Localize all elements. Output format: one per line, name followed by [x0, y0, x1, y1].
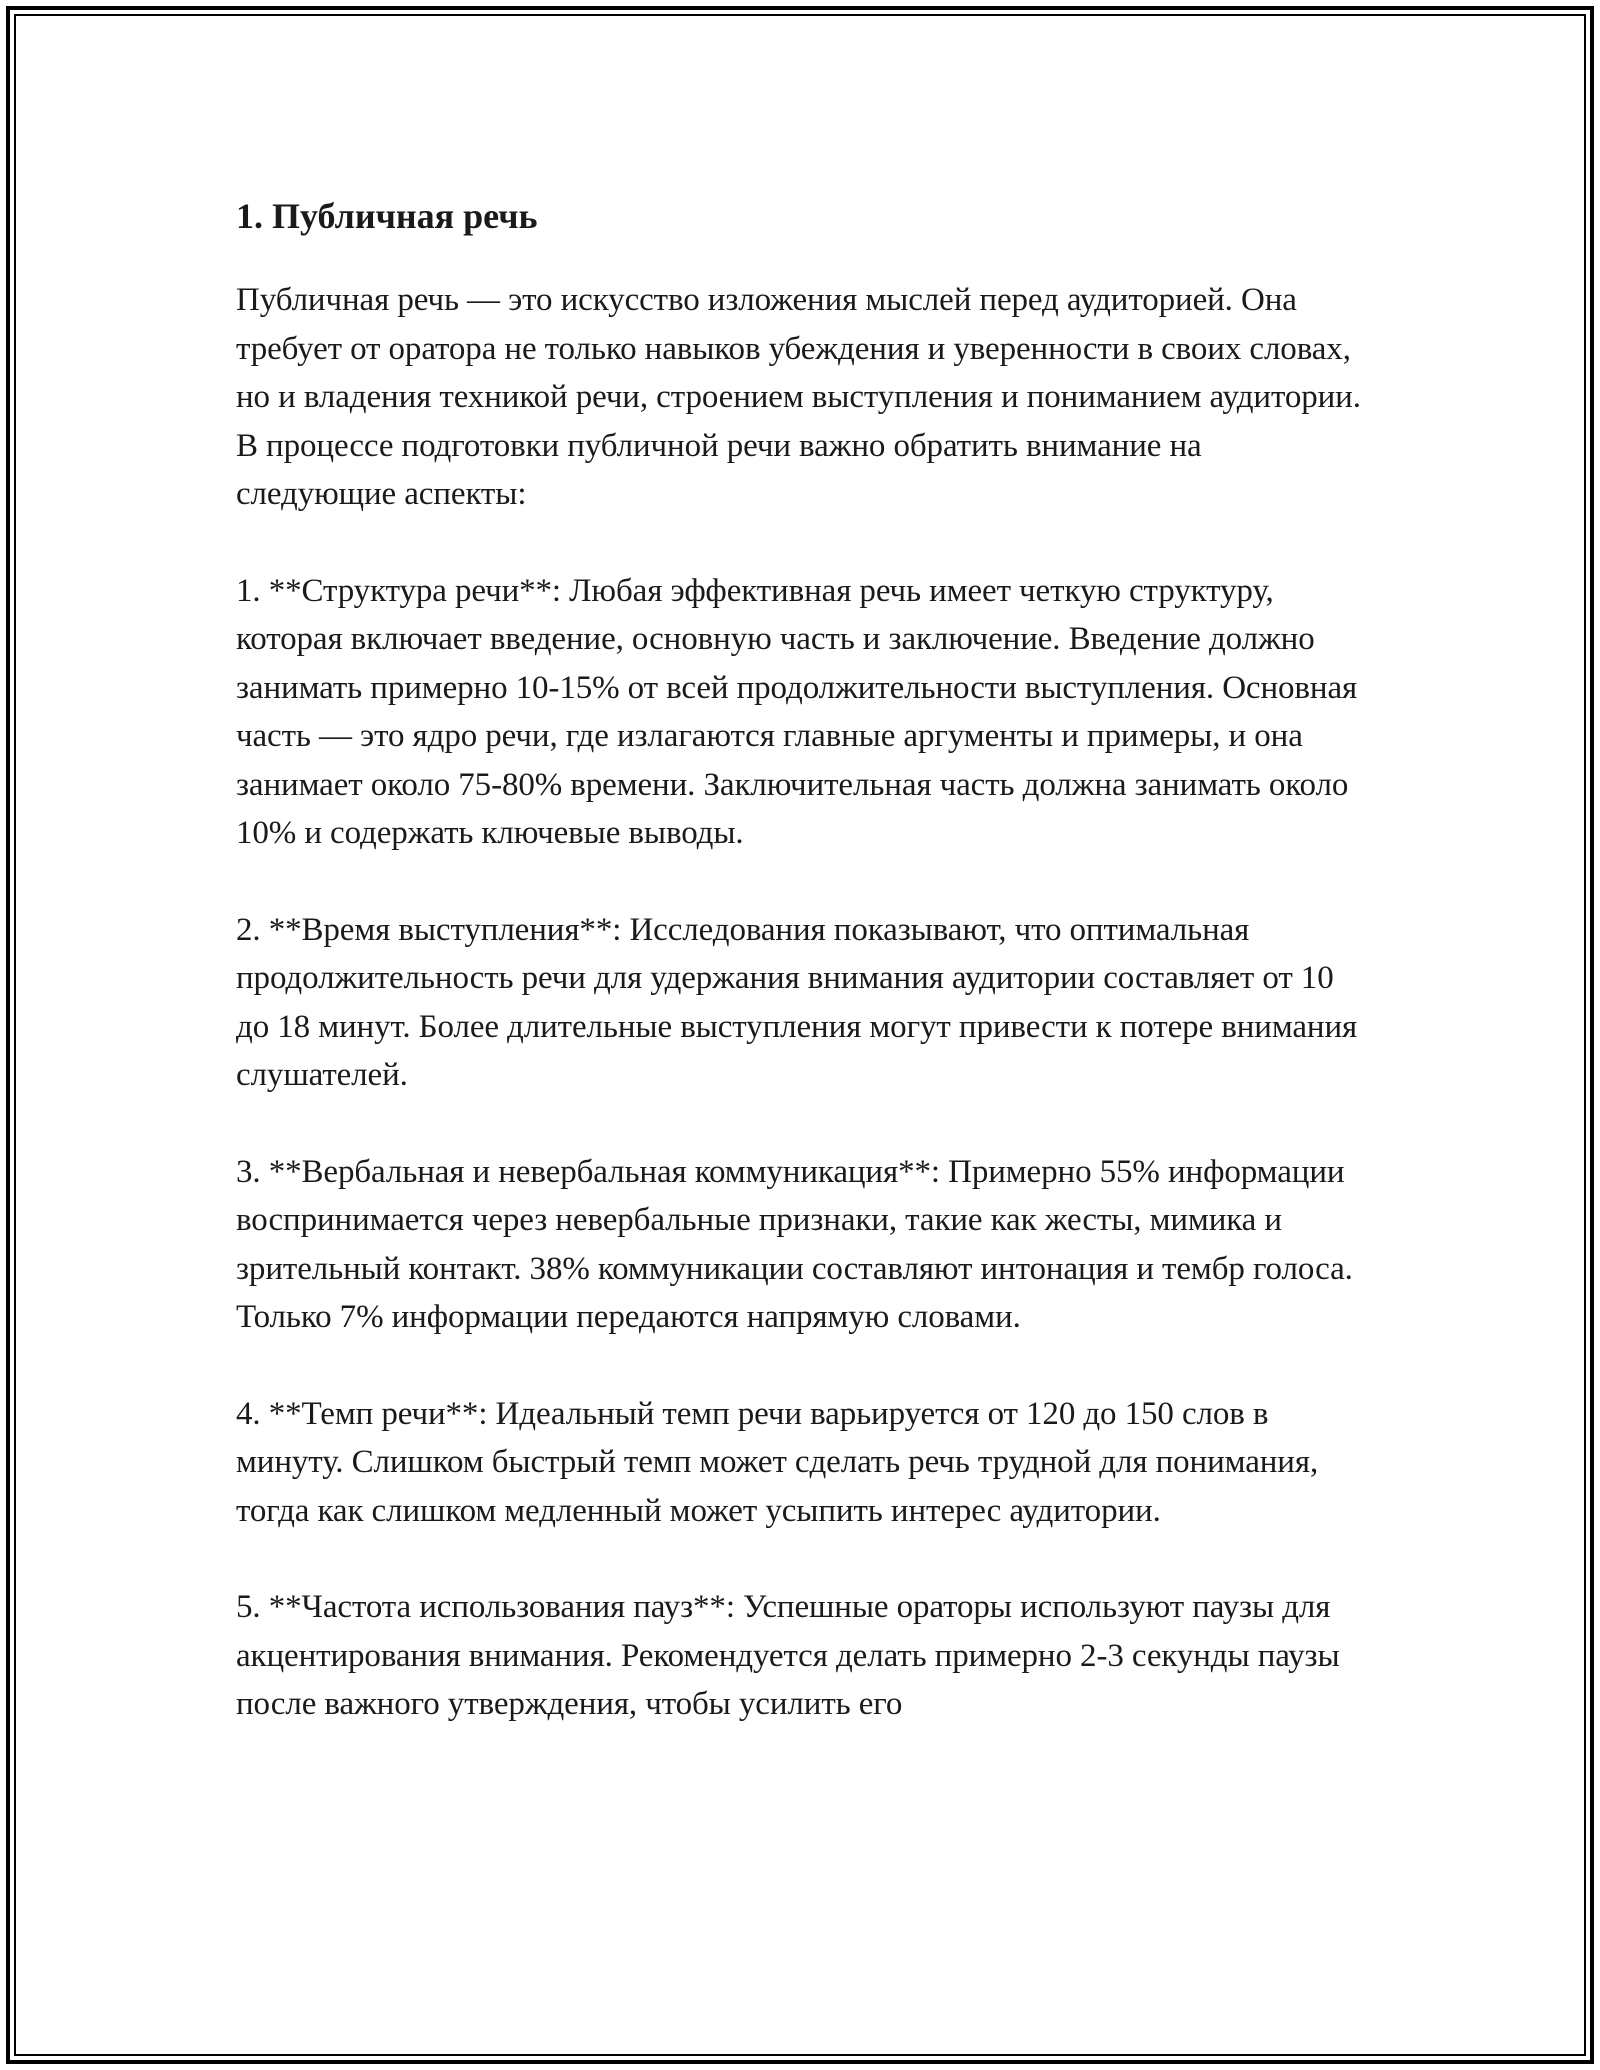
paragraph-tempo: 4. **Темп речи**: Идеальный темп речи варьируется от 120 до 150 слов в минуту. Слишком быстрый темп может сделать речь трудной для понимания, тогда как слишком медленный может усыпить интерес аудитории.: [236, 1395, 1319, 1529]
paragraph-communication: 3. **Вербальная и невербальная коммуникация**: Примерно 55% информации воспринимается через невербальные признаки, такие как жесты, мимика и зрительный контакт. 38% коммуникации составляют интонация и тембр голоса. Только 7% информации передаются напрямую словами.: [236, 1153, 1353, 1335]
paragraph-duration: 2. **Время выступления**: Исследования показывают, что оптимальная продолжительность речи для удержания внимания аудитории составляет от 10 до 18 минут. Более длительные выступления могут привести к потере внимания слушателей.: [236, 911, 1358, 1093]
paragraph-structure: 1. **Структура речи**: Любая эффективная речь имеет четкую структуру, которая включает введение, основную часть и заключение. Введение должно занимать примерно 10-15% от всей продолжительности выступления. Основная часть — это ядро речи, где излагаются главные аргументы и примеры, и она занимает около 75-80% времени. Заключительная часть должна занимать около 10% и содержать ключевые выводы.: [236, 572, 1358, 851]
paragraph-pauses: 5. **Частота использования пауз**: Успешные ораторы используют паузы для акцентирования внимания. Рекомендуется делать примерно 2-3 секунды паузы после важного утверждения, чтобы усилить его: [236, 1589, 1340, 1722]
document-body: [236, 188, 1366, 1777]
intro-paragraph: Публичная речь — это искусство изложения мыслей перед аудиторией. Она требует от оратора не только навыков убеждения и уверенности в своих словах, но и владения техникой речи, строением выступления и пониманием аудитории. В процессе подготовки публичной речи важно обратить внимание на следующие аспекты:: [236, 282, 1361, 512]
document-title: 1. Публичная речь: [236, 196, 538, 236]
